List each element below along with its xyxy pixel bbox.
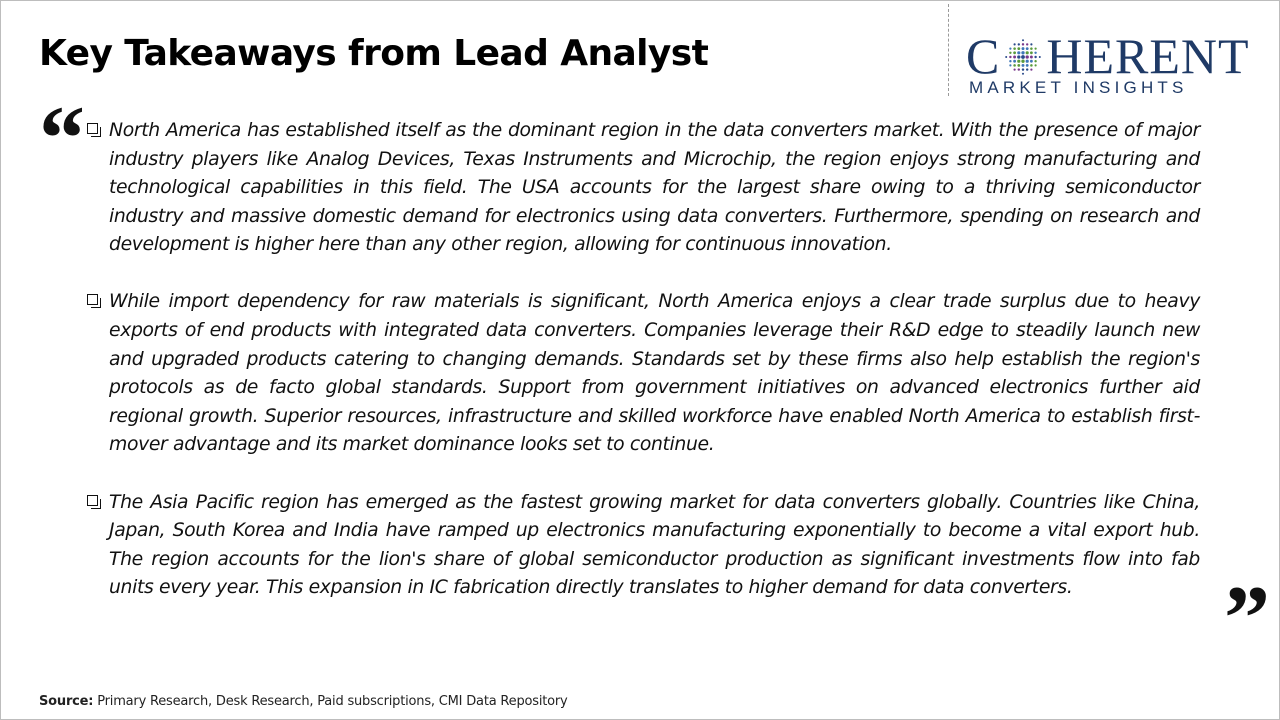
logo-dot xyxy=(1026,60,1029,63)
logo-dot xyxy=(1035,60,1037,62)
close-quote-icon: ” xyxy=(1224,567,1270,669)
takeaways-list xyxy=(84,117,1200,631)
logo-dot xyxy=(1022,73,1024,75)
logo-dot xyxy=(1035,64,1037,66)
logo-dot xyxy=(1022,51,1025,54)
logo-dot xyxy=(1026,51,1029,54)
logo-letters-herent: HERENT xyxy=(1046,28,1250,84)
logo-dot xyxy=(1006,56,1008,58)
logo-dot xyxy=(1030,51,1033,54)
logo-dot xyxy=(1031,69,1033,71)
logo-dot xyxy=(1018,68,1020,70)
open-quote-icon: “ xyxy=(39,87,85,189)
logo-divider xyxy=(948,4,949,96)
logo-dot-globe-icon xyxy=(1001,37,1045,77)
takeaway-text: North America has established itself as the dominant region in the data converters market. With the presence of major industry players like Analog Devices, Texas Instruments and Microchip, the region enjoys strong manufacturing and technological capabilities in this field. The USA accounts for the largest share owing to a thriving semiconductor industry and massive domestic demand for electronics using data converters. Furthermore, spending on research and development is higher here than any other region, allowing for continuous innovation. xyxy=(109,120,1200,256)
logo-dot xyxy=(1031,43,1033,45)
logo-dot xyxy=(1022,64,1025,67)
logo-dot xyxy=(1035,56,1037,58)
logo-dot xyxy=(1035,48,1037,50)
logo-dot xyxy=(1039,56,1041,58)
logo-dot xyxy=(1030,64,1033,67)
logo-dot xyxy=(1030,60,1033,63)
list-item xyxy=(84,288,1200,460)
logo-dot xyxy=(1026,55,1029,58)
logo-dot xyxy=(1022,60,1025,63)
logo-dot xyxy=(1018,51,1021,54)
logo-dot xyxy=(1010,56,1012,58)
logo-dot xyxy=(1014,43,1016,45)
source-label: Source: xyxy=(39,694,94,709)
logo-dot xyxy=(1014,64,1017,67)
logo-dot xyxy=(1026,64,1029,67)
logo-dot xyxy=(1010,60,1012,62)
logo-dot xyxy=(1018,43,1020,45)
source-note xyxy=(39,694,568,709)
logo-dot xyxy=(1018,47,1021,50)
logo-dot xyxy=(1017,55,1020,58)
logo-dot xyxy=(1014,47,1017,50)
logo-dot xyxy=(1013,56,1016,59)
logo-letter-c: C xyxy=(966,28,1001,84)
page-title: Key Takeaways from Lead Analyst xyxy=(39,33,709,74)
list-item xyxy=(84,489,1200,603)
logo-dot xyxy=(1026,68,1028,70)
source-text: Primary Research, Desk Research, Paid subscriptions, CMI Data Repository xyxy=(93,694,568,709)
logo-dot xyxy=(1026,47,1029,50)
list-item xyxy=(84,117,1200,260)
logo-dot xyxy=(1014,51,1017,54)
logo-dot xyxy=(1026,43,1028,45)
logo-dot xyxy=(1030,47,1033,50)
logo-dot xyxy=(1035,52,1037,54)
logo-dot xyxy=(1021,55,1025,59)
logo-dot xyxy=(1022,43,1024,45)
logo-dot xyxy=(1014,69,1016,71)
logo-subtitle: MARKET INSIGHTS xyxy=(969,78,1188,97)
logo-dot xyxy=(1030,56,1033,59)
logo-dot xyxy=(1022,39,1024,41)
logo-wordmark xyxy=(966,28,1250,84)
logo-dot xyxy=(1022,68,1024,70)
logo-dot xyxy=(1014,60,1017,63)
logo-dot xyxy=(1022,47,1025,50)
company-logo xyxy=(966,28,1266,100)
takeaway-text: While import dependency for raw materials is significant, North America enjoys a clear trade surplus due to heavy exports of end products with integrated data converters. Companies leverage their R&D edge to steadily launch new and upgraded products catering to changing demands. Standards set by these firms also help establish the region's protocols as de facto global standards. Support from government initiatives on advanced electronics further aid regional growth. Superior resources, infrastructure and skilled workforce have enabled North America to establish first-mover advantage and its market dominance looks set to continue. xyxy=(109,291,1200,456)
logo-dot xyxy=(1010,64,1012,66)
logo-dot xyxy=(1018,64,1021,67)
logo-dot xyxy=(1018,60,1021,63)
checkbox-bullet-icon xyxy=(87,495,98,506)
logo-dot xyxy=(1010,52,1012,54)
logo-dot xyxy=(1010,48,1012,50)
takeaway-text: The Asia Pacific region has emerged as the fastest growing market for data converters globally. Countries like China, Japan, South Korea and India have ramped up electronics manufacturing exponentially to become a vital export hub. The region accounts for the lion's share of global semiconductor production as significant investments flow into fab units every year. This expansion in IC fabrication directly translates to higher demand for data converters. xyxy=(109,491,1200,599)
checkbox-bullet-icon xyxy=(87,123,98,134)
checkbox-bullet-icon xyxy=(87,294,98,305)
